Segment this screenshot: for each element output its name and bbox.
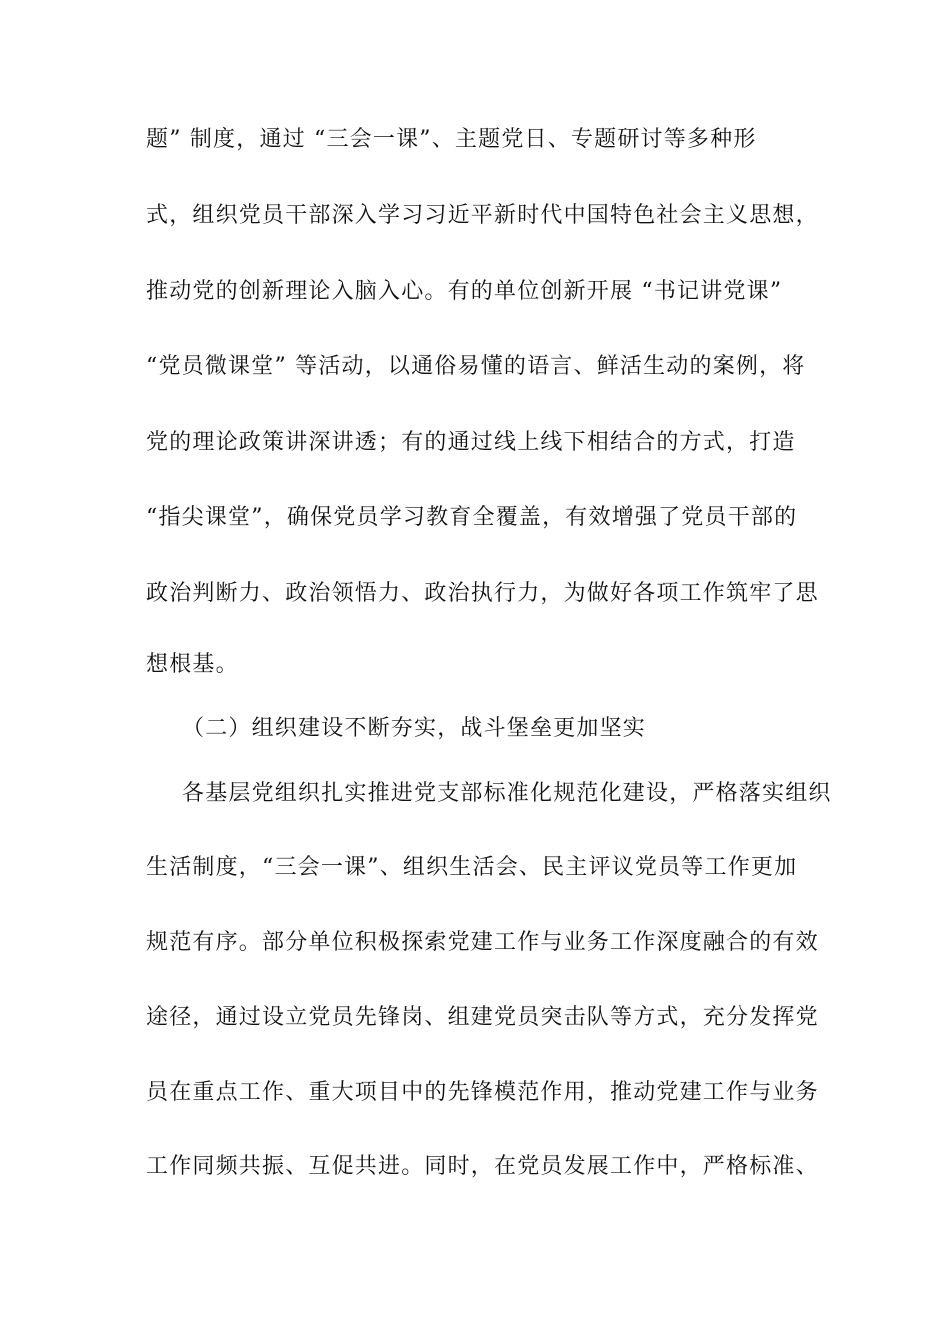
body-text-line: 工作同频共振、互促共进。同时，在党员发展工作中，严格标准、 (146, 1154, 819, 1179)
body-text-line: 题” 制度，通过 “三会一课”、主题党日、专题研讨等多种形 (146, 127, 757, 152)
body-text-line: 党的理论政策讲深讲透；有的通过线上线下相结合的方式，打造 (146, 430, 796, 455)
body-text-line: 政治判断力、政治领悟力、政治执行力，为做好各项工作筑牢了思 (146, 581, 819, 606)
body-text-line: “指尖课堂”，确保党员学习教育全覆盖，有效增强了党员干部的 (146, 505, 798, 530)
body-text-line: 想根基。 (146, 652, 239, 677)
body-text-line: 式，组织党员干部深入学习习近平新时代中国特色社会主义思想， (146, 203, 819, 228)
body-text-line: 员在重点工作、重大项目中的先锋模范作用，推动党建工作与业务 (146, 1080, 819, 1105)
body-text-line: 途径，通过设立党员先锋岗、组建党员突击队等方式，充分发挥党 (146, 1005, 819, 1030)
body-text-line: 推动党的创新理论入脑入心。有的单位创新开展 “书记讲党课” (146, 279, 783, 304)
section-heading: （二）组织建设不断夯实，战斗堡垒更加坚实 (182, 716, 647, 741)
body-text-line: 规范有序。部分单位积极探索党建工作与业务工作深度融合的有效 (146, 930, 819, 955)
body-text-line: 各基层党组织扎实推进党支部标准化规范化建设，严格落实组织 (182, 781, 832, 806)
body-text-line: 生活制度，“三会一课”、组织生活会、民主评议党员等工作更加 (146, 855, 798, 880)
body-text-line: “党员微课堂” 等活动，以通俗易懂的语言、鲜活生动的案例，将 (146, 354, 806, 379)
